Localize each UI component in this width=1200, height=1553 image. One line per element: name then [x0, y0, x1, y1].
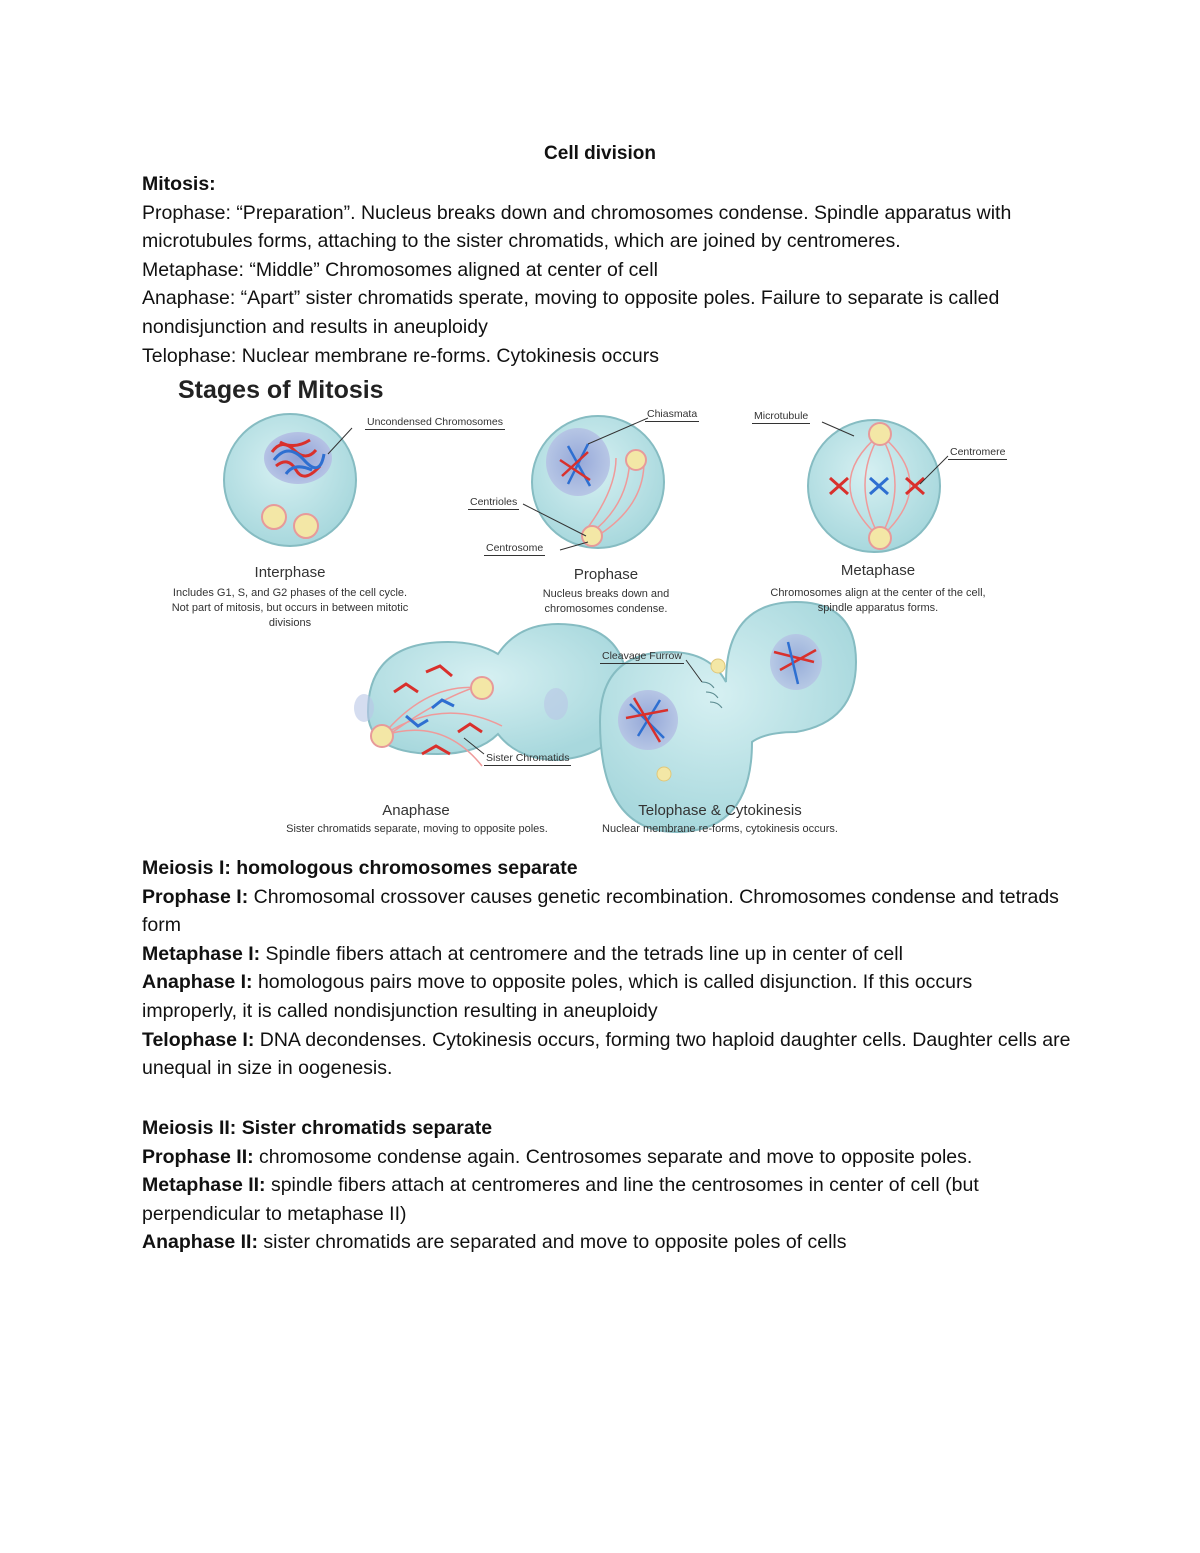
definition: Nuclear membrane re-forms. Cytokinesis occurs	[241, 344, 659, 367]
definition: spindle fibers attach at centromeres and line the centrosomes in center of cell (but perpendicular to metaphase II)	[142, 1174, 979, 1225]
term: Anaphase I:	[142, 971, 258, 994]
figure-title: Stages of Mitosis	[178, 376, 384, 404]
caption-metaphase: Chromosomes align at the center of the cell, spindle apparatus forms.	[770, 587, 986, 614]
mitosis-telophase	[142, 342, 1072, 371]
anaphase-cell	[354, 624, 628, 766]
term: Prophase I:	[142, 885, 254, 908]
label-cleavage-furrow: Cleavage Furrow	[602, 650, 682, 662]
term: Telophase I:	[142, 1028, 260, 1051]
interphase-cell	[224, 414, 356, 546]
meiosis-one-metaphase	[142, 940, 1072, 969]
label-centrosome: Centrosome	[486, 542, 544, 554]
definition: “Apart” sister chromatids sperate, moving to opposite poles. Failure to separate is called nondisjunction and results in aneuploidy	[142, 287, 1000, 338]
meiosis-two-heading: Meiosis II: Sister chromatids separate	[142, 1117, 493, 1139]
term: Anaphase:	[142, 287, 241, 310]
definition: chromosome condense again. Centrosomes separate and move to opposite poles.	[259, 1145, 973, 1168]
stage-interphase: Interphase	[254, 564, 326, 581]
meiosis-one-prophase	[142, 883, 1072, 940]
mitosis-section	[142, 170, 1072, 370]
definition: Spindle fibers attach at centromere and the tetrads line up in center of cell	[265, 942, 903, 965]
term: Anaphase II:	[142, 1231, 264, 1254]
definition: homologous pairs move to opposite poles, which is called disjunction. If this occurs improperly, it is called nondisjunction resulting in aneuploidy	[142, 971, 973, 1022]
stage-anaphase: Anaphase	[382, 802, 450, 819]
mitosis-heading: Mitosis:	[142, 173, 216, 195]
meiosis-one-heading: Meiosis I: homologous chromosomes separate	[142, 857, 578, 879]
caption-prophase: Nucleus breaks down and chromosomes condense.	[542, 588, 670, 615]
stages-of-mitosis-figure	[168, 372, 1038, 842]
metaphase-cell	[808, 420, 948, 552]
term: Metaphase:	[142, 258, 250, 281]
mitosis-prophase	[142, 199, 1072, 256]
document-title: Cell division	[544, 143, 656, 164]
label-centrioles: Centrioles	[470, 496, 518, 508]
mitosis-metaphase	[142, 256, 1072, 285]
label-uncondensed-chromosomes: Uncondensed Chromosomes	[367, 416, 503, 428]
meiosis-one-telophase	[142, 1026, 1072, 1083]
definition: “Middle” Chromosomes aligned at center of cell	[249, 258, 658, 281]
term: Telophase:	[142, 344, 242, 367]
term: Prophase:	[142, 201, 237, 224]
definition: Chromosomal crossover causes genetic recombination. Chromosomes condense and tetrads form	[142, 885, 1059, 937]
meiosis-two-anaphase	[142, 1228, 1072, 1257]
meiosis-one-anaphase	[142, 968, 1072, 1025]
definition: sister chromatids are separated and move to opposite poles of cells	[263, 1231, 847, 1254]
prophase-cell	[523, 416, 664, 550]
term: Metaphase II:	[142, 1174, 271, 1197]
stage-telophase: Telophase & Cytokinesis	[638, 802, 802, 819]
meiosis-two-metaphase	[142, 1171, 1072, 1228]
definition: “Preparation”. Nucleus breaks down and chromosomes condense. Spindle apparatus with microtubules forms, attaching to the sister chromatids, which are joined by centromeres.	[142, 201, 1012, 253]
caption-anaphase: Sister chromatids separate, moving to opposite poles.	[286, 823, 548, 835]
caption-telophase: Nuclear membrane re-forms, cytokinesis occurs.	[602, 823, 838, 835]
mitosis-anaphase	[142, 284, 1072, 341]
telophase-cell	[600, 602, 856, 832]
label-centromere: Centromere	[950, 446, 1006, 458]
definition: DNA decondenses. Cytokinesis occurs, forming two haploid daughter cells. Daughter cells are unequal in size in oogenesis.	[142, 1028, 1071, 1080]
caption-interphase: Includes G1, S, and G2 phases of the cell cycle. Not part of mitosis, but occurs in between mitotic divisions	[171, 587, 409, 629]
meiosis-two-section	[142, 1114, 1072, 1257]
term: Metaphase I:	[142, 942, 266, 965]
label-microtubule: Microtubule	[754, 410, 809, 422]
term: Prophase II:	[142, 1145, 260, 1168]
stage-metaphase: Metaphase	[840, 562, 916, 579]
label-sister-chromatids: Sister Chromatids	[486, 752, 570, 764]
label-chiasmata: Chiasmata	[647, 408, 698, 420]
stage-prophase: Prophase	[573, 566, 639, 583]
meiosis-two-prophase	[142, 1143, 1072, 1172]
meiosis-one-section	[142, 854, 1072, 1083]
